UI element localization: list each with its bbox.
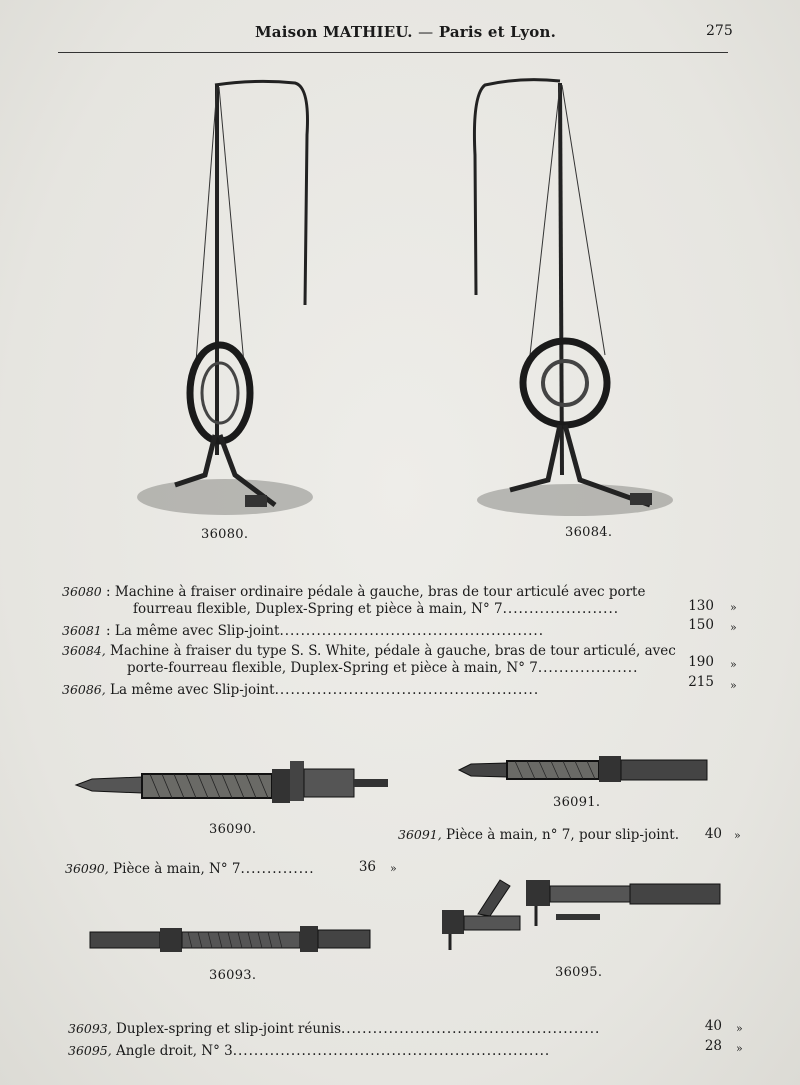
entry-36080-line1 <box>62 583 645 601</box>
caption-36080: 36080. <box>201 527 249 542</box>
page-header <box>0 23 800 43</box>
entry-code: 36081 <box>62 623 102 638</box>
dot-leader: .................................................. <box>274 682 540 698</box>
caption-36090: 36090. <box>209 822 257 837</box>
dot-leader: .............. <box>240 861 315 877</box>
ditto-mark: » <box>736 1022 743 1035</box>
entry-text: Pièce à main, n° 7, pour slip-joint. <box>441 827 679 843</box>
price-36080: 130 <box>688 598 714 614</box>
entry-36095 <box>68 1042 550 1060</box>
price-36081: 150 <box>688 617 714 633</box>
entry-code: 36084, <box>62 643 106 658</box>
entry-text: La même avec Slip-joint <box>105 682 275 698</box>
illustration-dental-engine-36084 <box>470 75 675 520</box>
entry-text: porte-fourreau flexible, Duplex-Spring et pièce à main, N° 7 <box>127 660 538 676</box>
entry-code: 36091, <box>398 827 442 842</box>
caption-36084: 36084. <box>565 525 613 540</box>
illustration-handpiece-36090 <box>72 755 392 805</box>
header-maison: Maison MATHIEU. <box>255 23 413 41</box>
illustration-dental-engine-36080 <box>135 75 320 520</box>
ditto-mark: » <box>736 1042 743 1055</box>
ditto-mark: » <box>730 601 737 614</box>
ditto-mark: » <box>734 829 741 842</box>
entry-36081 <box>62 622 544 640</box>
dot-leader: .................................................. <box>279 623 545 639</box>
entry-text: Angle droit, N° 3 <box>111 1043 233 1059</box>
entry-36084-line2 <box>127 659 638 677</box>
page-number: 275 <box>706 23 733 39</box>
entry-code: 36090, <box>65 861 109 876</box>
caption-36093: 36093. <box>209 968 257 983</box>
header-separator: — <box>418 23 434 41</box>
caption-36091: 36091. <box>553 795 601 810</box>
entry-text: Duplex-spring et slip-joint réunis <box>111 1021 342 1037</box>
header-title <box>255 23 556 41</box>
price-36086: 215 <box>688 674 714 690</box>
entry-text: Pièce à main, N° 7 <box>108 861 241 877</box>
entry-36084-line1 <box>62 642 676 660</box>
entry-36091 <box>398 826 679 844</box>
entry-text: Machine à fraiser du type S. S. White, pédale à gauche, bras de tour articulé, avec <box>105 643 676 659</box>
header-subtitle: Paris et Lyon. <box>438 23 557 41</box>
entry-code: 36095, <box>68 1043 112 1058</box>
price-36091: 40 <box>704 826 722 842</box>
price-36093: 40 <box>704 1018 722 1034</box>
entry-36086 <box>62 681 539 699</box>
price-36084: 190 <box>688 654 714 670</box>
illustration-duplex-spring-36093 <box>88 920 373 956</box>
price-36095: 28 <box>704 1038 722 1054</box>
illustration-right-angle-36095 <box>438 872 728 957</box>
dot-leader: ................... <box>537 660 639 676</box>
ditto-mark: » <box>730 679 737 692</box>
ditto-mark: » <box>730 621 737 634</box>
entry-code: 36093, <box>68 1021 112 1036</box>
price-36090: 36 <box>358 859 376 875</box>
entry-text: fourreau flexible, Duplex-Spring et pièce à main, N° 7 <box>133 601 503 617</box>
entry-36080-line2 <box>133 600 619 618</box>
entry-36093 <box>68 1020 600 1038</box>
caption-36095: 36095. <box>555 965 603 980</box>
entry-text: : La même avec Slip-joint <box>101 623 280 639</box>
entry-code: 36086, <box>62 682 106 697</box>
ditto-mark: » <box>390 862 397 875</box>
entry-36090 <box>65 860 315 878</box>
illustration-handpiece-36091 <box>457 752 712 786</box>
dot-leader: ...................... <box>502 601 620 617</box>
header-rule <box>58 52 728 53</box>
ditto-mark: » <box>730 658 737 671</box>
dot-leader: ................................................. <box>341 1021 601 1037</box>
entry-code: 36080 <box>62 584 102 599</box>
dot-leader: ............................................................ <box>232 1043 551 1059</box>
entry-text: : Machine à fraiser ordinaire pédale à gauche, bras de tour articulé avec porte <box>101 584 646 600</box>
